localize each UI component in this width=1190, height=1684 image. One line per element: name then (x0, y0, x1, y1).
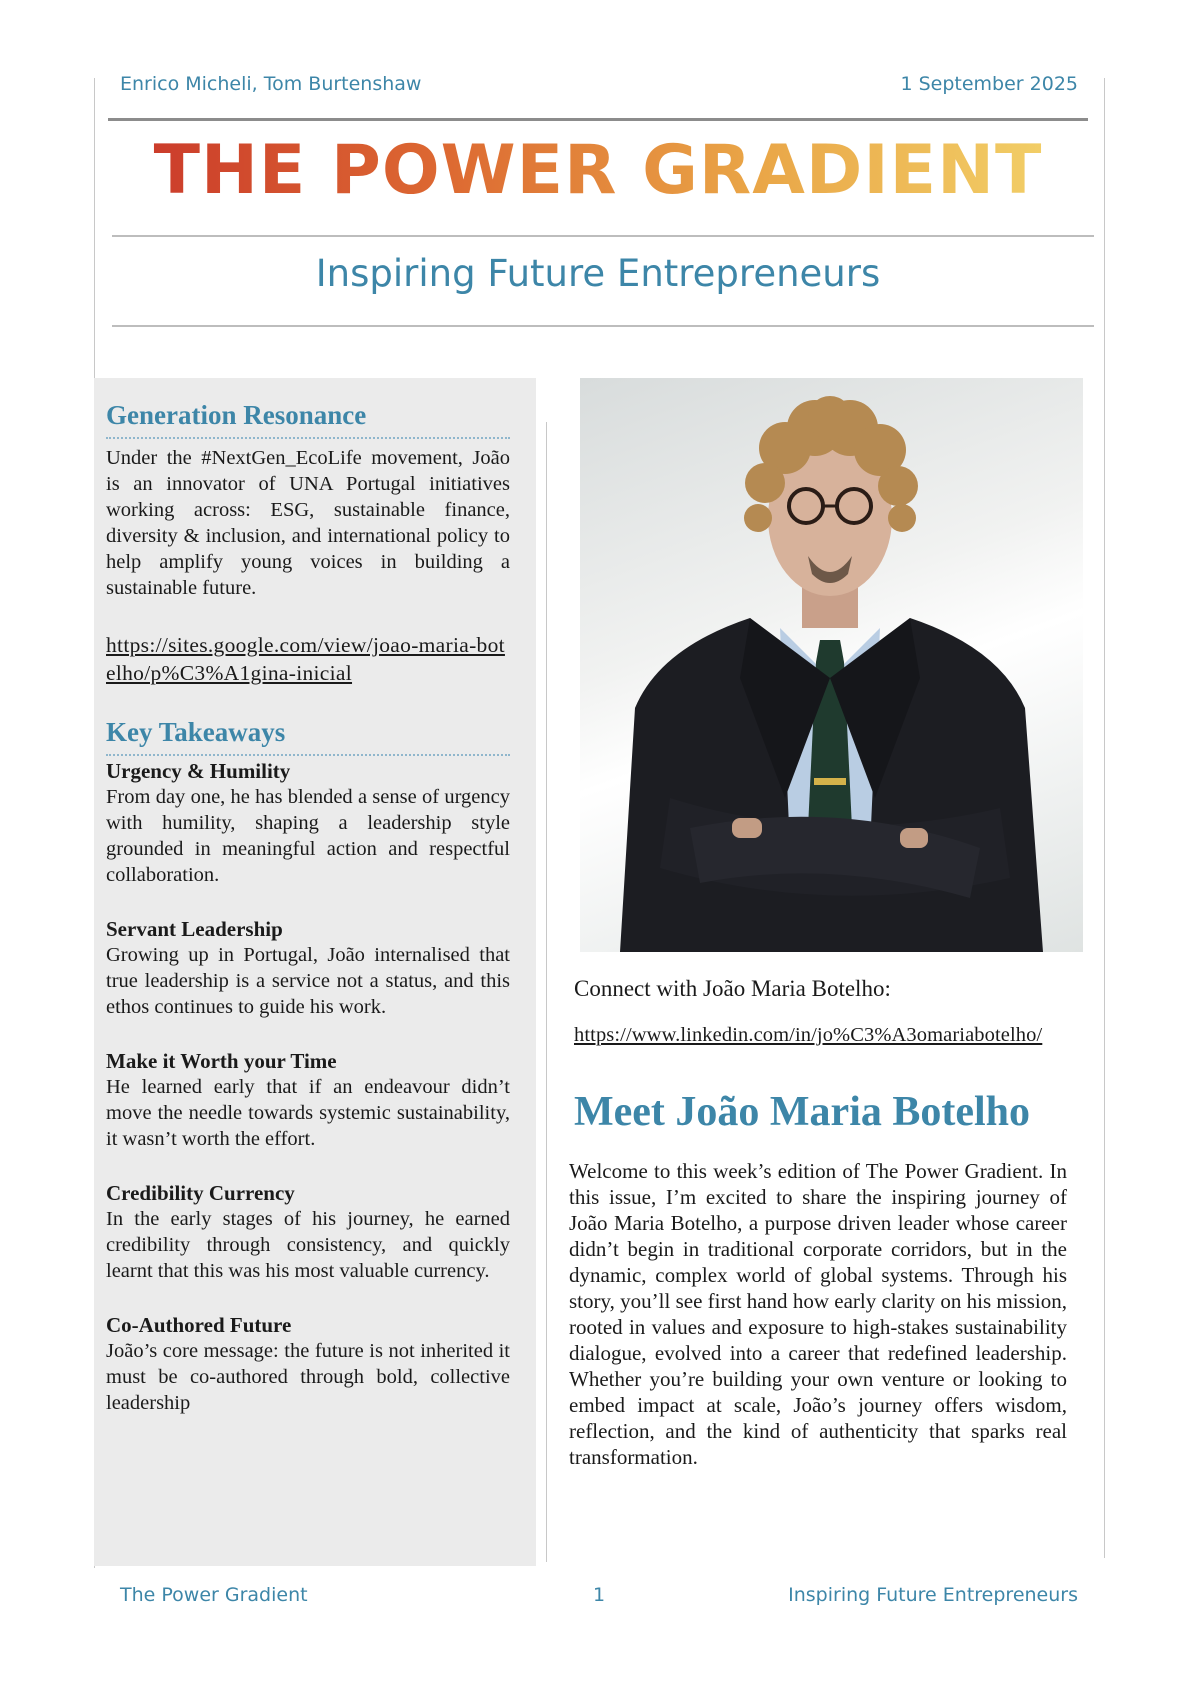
takeaway-body: Growing up in Portugal, João internalised that true leadership is a service not a status, and this ethos continues to guide his work. (106, 944, 510, 1018)
takeaway-item (106, 1048, 510, 1152)
takeaway-item (106, 1312, 510, 1416)
footer-publication: The Power Gradient (120, 1584, 308, 1606)
title-rule (108, 118, 1088, 121)
takeaway-body: He learned early that if an endeavour didn’t move the needle towards systemic sustainability, it wasn’t worth the effort. (106, 1076, 510, 1150)
portrait-photo (580, 378, 1083, 952)
takeaway-title: Make it Worth your Time (106, 1049, 337, 1073)
authors: Enrico Micheli, Tom Burtenshaw (120, 73, 422, 95)
takeaway-title: Urgency & Humility (106, 759, 291, 783)
takeaway-body: In the early stages of his journey, he earned credibility through consistency, and quickly learnt that this was his most valuable currency. (106, 1208, 510, 1282)
connect-label: Connect with João Maria Botelho: (574, 976, 891, 1001)
page-frame-right (1104, 78, 1105, 1558)
takeaway-item (106, 1180, 510, 1284)
takeaway-title: Credibility Currency (106, 1181, 295, 1205)
takeaway-title: Co-Authored Future (106, 1313, 292, 1337)
page-subtitle: Inspiring Future Entrepreneurs (315, 252, 881, 295)
takeaway-body: From day one, he has blended a sense of urgency with humility, shaping a leadership style grounded in meaningful action and respectful collaboration. (106, 786, 510, 886)
generation-body: Under the #NextGen_EcoLife movement, João is an innovator of UNA Portugal initiatives working across: ESG, sustainable finance, diversity & inclusion, and international policy to help amplify young voices in building a sustainable future. (106, 447, 510, 599)
takeaways-heading: Key Takeaways (106, 717, 510, 756)
takeaway-item (106, 758, 510, 888)
footer-page-number: 1 (593, 1584, 606, 1606)
portrait-illustration (580, 378, 1083, 952)
masthead-title: THE POWER GRADIENT (108, 130, 1088, 212)
issue-date: 1 September 2025 (900, 73, 1078, 95)
linkedin-link[interactable]: https://www.linkedin.com/in/jo%C3%A3omariabotelho/ (574, 1024, 1043, 1046)
personal-site-link[interactable]: https://sites.google.com/view/joao-maria-botelho/p%C3%A1gina-inicial (106, 633, 505, 685)
column-divider (546, 422, 547, 1562)
feature-title: Meet João Maria Botelho (574, 1089, 1031, 1135)
takeaway-body: João’s core message: the future is not inherited it must be co-authored through bold, collective leadership (106, 1340, 510, 1414)
intro-paragraph: Welcome to this week’s edition of The Power Gradient. In this issue, I’m excited to share the inspiring journey of João Maria Botelho, a purpose driven leader whose career didn’t begin in traditional corporate corridors, but in the dynamic, complex world of global systems. Through his story, you’ll see first hand how early clarity on his mission, rooted in values and exposure to high-stakes sustainability dialogue, evolved into a career that redefined leadership. Whether you’re building your own venture or looking to embed impact at scale, João’s journey offers wisdom, reflection, and the kind of authenticity that sparks real transformation. (569, 1159, 1067, 1469)
generation-heading: Generation Resonance (106, 400, 510, 439)
masthead-divider (112, 235, 1094, 237)
takeaway-item (106, 916, 510, 1020)
takeaways-list (106, 758, 510, 1416)
sidebar (94, 378, 536, 1566)
footer-tagline: Inspiring Future Entrepreneurs (788, 1584, 1078, 1606)
takeaway-title: Servant Leadership (106, 917, 283, 941)
subtitle-divider (112, 325, 1094, 327)
